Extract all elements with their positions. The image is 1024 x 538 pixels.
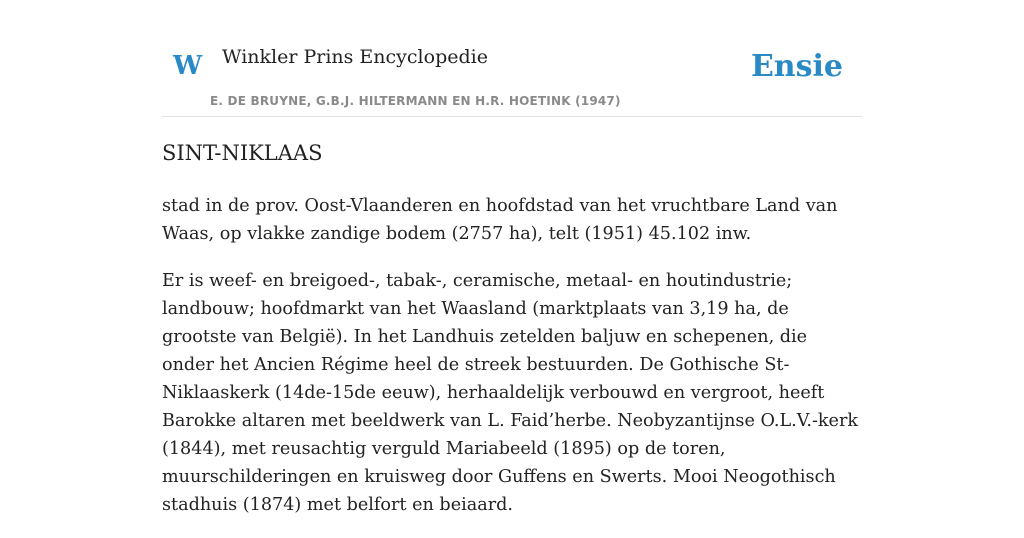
source-logo[interactable]: W bbox=[173, 51, 203, 81]
article-body bbox=[162, 192, 862, 538]
brand-logo[interactable]: Ensie bbox=[750, 49, 843, 84]
source-header bbox=[162, 40, 862, 117]
source-authors: E. DE BRUYNE, G.B.J. HILTERMANN EN H.R. HOETINK (1947) bbox=[210, 94, 621, 108]
source-title[interactable]: Winkler Prins Encyclopedie bbox=[222, 46, 488, 68]
article-paragraph: Er is weef- en breigoed-, tabak-, ceramische, metaal- en houtindustrie; landbouw; hoofdmarkt van het Waasland (marktplaats van 3,19 ha, de grootste van België). In het Landhuis zetelden baljuw en schepenen, die onder het Ancien Régime heel de streek bestuurden. De Gothische St-Niklaaskerk (14de-15de eeuw), herhaaldelijk verbouwd en vergroot, heeft Barokke altaren met beeldwerk van L. Faid’herbe. Neobyzantijnse O.L.V.-kerk (1844), met reusachtig verguld Mariabeeld (1895) op de toren, muurschilderingen en kruisweg door Guffens en Swerts. Mooi Neogothisch stadhuis (1874) met belfort en beiaard. bbox=[162, 271, 859, 515]
article-paragraph: stad in de prov. Oost-Vlaanderen en hoofdstad van het vruchtbare Land van Waas, op vlakke zandige bodem (2757 ha), telt (1951) 45.102 inw. bbox=[162, 196, 838, 244]
article-title: SINT-NIKLAAS bbox=[162, 141, 323, 165]
